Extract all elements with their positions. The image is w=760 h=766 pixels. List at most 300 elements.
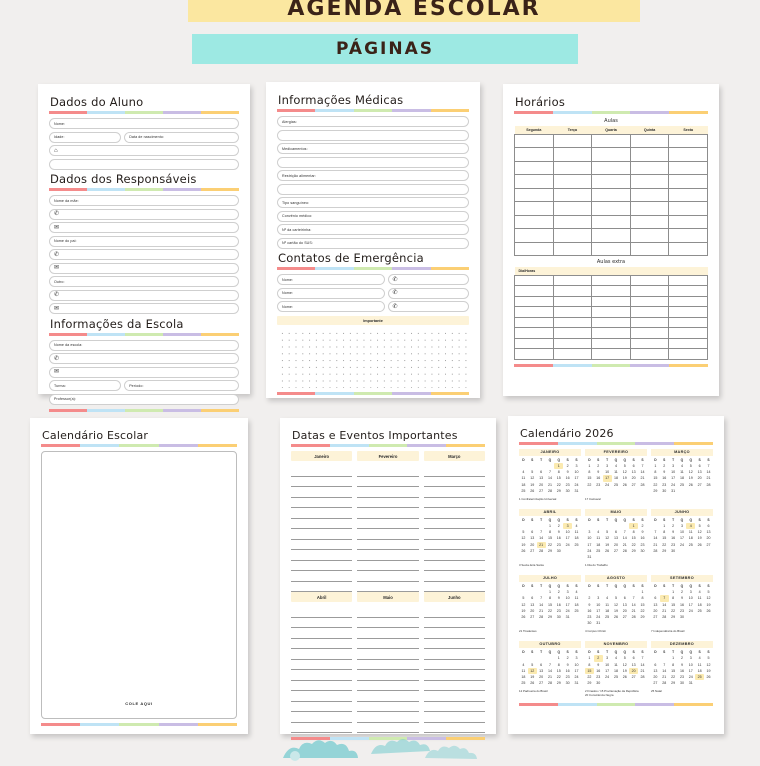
writing-line[interactable] xyxy=(291,550,352,561)
day-cell[interactable]: 8 xyxy=(557,662,560,667)
day-cell[interactable]: 13 xyxy=(622,602,627,607)
day-cell[interactable]: 29 xyxy=(671,615,676,620)
day-cell[interactable] xyxy=(572,614,581,620)
writing-line[interactable] xyxy=(291,670,352,681)
writing-line[interactable] xyxy=(424,639,485,650)
table-cell[interactable] xyxy=(669,134,708,148)
writing-line[interactable] xyxy=(424,691,485,702)
day-cell[interactable]: 9 xyxy=(663,470,666,475)
table-cell[interactable] xyxy=(630,349,669,360)
day-cell[interactable]: 30 xyxy=(565,681,570,686)
day-cell[interactable]: 13 xyxy=(613,536,618,541)
day-cell[interactable]: 24 xyxy=(688,675,693,680)
day-cell[interactable]: 17 xyxy=(603,475,612,481)
day-cell[interactable]: 2 xyxy=(594,655,603,661)
day-cell[interactable]: 20 xyxy=(697,476,702,481)
day-cell[interactable]: 26 xyxy=(613,615,618,620)
day-cell[interactable]: 24 xyxy=(671,482,676,487)
month-grid[interactable] xyxy=(651,457,713,494)
input-field[interactable] xyxy=(49,236,239,247)
day-cell[interactable]: 2 xyxy=(557,524,560,529)
day-cell[interactable]: 17 xyxy=(605,668,610,673)
day-cell[interactable]: 18 xyxy=(574,536,579,541)
day-cell[interactable]: 14 xyxy=(547,476,552,481)
input-field[interactable] xyxy=(49,195,239,206)
day-cell[interactable]: 17 xyxy=(679,536,684,541)
table-cell[interactable] xyxy=(669,242,708,256)
day-cell[interactable]: 25 xyxy=(574,608,579,613)
day-cell[interactable]: 20 xyxy=(622,608,627,613)
contact-name-field[interactable] xyxy=(277,301,385,312)
writing-line[interactable] xyxy=(357,649,418,660)
day-cell[interactable]: 15 xyxy=(662,536,667,541)
day-cell[interactable]: 6 xyxy=(632,464,635,468)
table-row[interactable] xyxy=(515,242,708,256)
day-cell[interactable]: 1 xyxy=(548,590,551,595)
day-cell[interactable]: 12 xyxy=(688,470,693,475)
day-cell[interactable]: 17 xyxy=(565,602,570,607)
day-cell[interactable]: 6 xyxy=(531,596,534,601)
mini-calendar[interactable] xyxy=(519,575,581,626)
day-cell[interactable]: 3 xyxy=(680,524,683,529)
day-cell[interactable]: 12 xyxy=(622,662,627,667)
day-cell[interactable]: 25 xyxy=(688,542,693,547)
writing-line[interactable] xyxy=(291,618,352,629)
day-cell[interactable]: 24 xyxy=(574,482,579,487)
table-cell[interactable] xyxy=(669,349,708,360)
input-field[interactable] xyxy=(49,209,239,220)
table-cell[interactable] xyxy=(630,296,669,307)
day-cell[interactable]: 15 xyxy=(587,476,592,481)
writing-line[interactable] xyxy=(424,508,485,519)
day-cell[interactable]: 31 xyxy=(565,615,570,620)
table-row[interactable] xyxy=(515,307,708,318)
table-cell[interactable] xyxy=(669,275,708,286)
writing-line[interactable] xyxy=(357,466,418,477)
writing-line[interactable] xyxy=(291,571,352,582)
day-cell[interactable]: 14 xyxy=(547,668,552,673)
input-field[interactable] xyxy=(49,380,121,391)
day-cell[interactable]: 1 xyxy=(629,523,638,529)
day-cell[interactable] xyxy=(704,488,713,494)
writing-line[interactable] xyxy=(357,529,418,540)
day-cell[interactable]: 6 xyxy=(698,464,701,468)
day-cell[interactable] xyxy=(612,620,621,626)
table-cell[interactable] xyxy=(592,242,631,256)
table-cell[interactable] xyxy=(669,202,708,216)
day-cell[interactable]: 6 xyxy=(531,530,534,535)
day-cell[interactable]: 2 xyxy=(597,464,600,468)
contact-phone-field[interactable] xyxy=(388,301,469,312)
writing-line[interactable] xyxy=(357,628,418,639)
day-cell[interactable]: 26 xyxy=(530,488,535,493)
contact-name-field[interactable] xyxy=(277,274,385,285)
month-grid[interactable] xyxy=(651,649,713,686)
table-cell[interactable] xyxy=(669,328,708,339)
day-cell[interactable]: 9 xyxy=(557,596,560,601)
day-cell[interactable]: 26 xyxy=(622,482,627,487)
day-cell[interactable]: 4 xyxy=(597,530,600,535)
day-cell[interactable]: 31 xyxy=(574,488,579,493)
day-cell[interactable]: 30 xyxy=(679,681,684,686)
day-cell[interactable]: 8 xyxy=(588,662,591,667)
day-cell[interactable]: 18 xyxy=(697,668,702,673)
input-field[interactable] xyxy=(277,130,469,141)
day-cell[interactable]: 16 xyxy=(556,536,561,541)
day-cell[interactable]: 25 xyxy=(695,674,704,680)
day-cell[interactable]: 9 xyxy=(680,662,683,667)
writing-lines[interactable] xyxy=(291,607,352,733)
writing-line[interactable] xyxy=(424,477,485,488)
day-cell[interactable]: 28 xyxy=(631,615,636,620)
day-cell[interactable]: 1 xyxy=(557,656,560,661)
month-grid[interactable] xyxy=(651,517,713,554)
day-cell[interactable]: 31 xyxy=(587,555,592,560)
day-cell[interactable] xyxy=(612,554,621,560)
day-cell[interactable]: 16 xyxy=(662,476,667,481)
day-cell[interactable]: 11 xyxy=(697,596,702,601)
day-cell[interactable]: 27 xyxy=(613,548,618,553)
writing-line[interactable] xyxy=(291,466,352,477)
day-cell[interactable] xyxy=(603,554,612,560)
table-cell[interactable] xyxy=(669,296,708,307)
day-cell[interactable]: 6 xyxy=(623,596,626,601)
table-cell[interactable] xyxy=(630,175,669,189)
table-cell[interactable] xyxy=(592,296,631,307)
input-field[interactable] xyxy=(49,303,239,314)
table-cell[interactable] xyxy=(592,134,631,148)
day-cell[interactable]: 26 xyxy=(622,675,627,680)
day-cell[interactable]: 12 xyxy=(605,536,610,541)
day-cell[interactable]: 23 xyxy=(556,542,561,547)
day-cell[interactable]: 8 xyxy=(672,662,675,667)
day-cell[interactable]: 22 xyxy=(671,608,676,613)
day-cell[interactable]: 30 xyxy=(587,621,592,626)
day-cell[interactable]: 9 xyxy=(588,602,591,607)
day-cell[interactable] xyxy=(704,680,713,686)
day-cell[interactable]: 4 xyxy=(680,464,683,468)
writing-line[interactable] xyxy=(424,582,485,593)
day-cell[interactable]: 27 xyxy=(653,615,658,620)
day-cell[interactable]: 14 xyxy=(640,470,645,475)
table-row[interactable] xyxy=(515,275,708,286)
day-cell[interactable]: 5 xyxy=(707,590,710,595)
day-cell[interactable]: 7 xyxy=(548,662,551,667)
input-field[interactable] xyxy=(49,118,239,129)
day-cell[interactable]: 13 xyxy=(539,476,544,481)
day-cell[interactable]: 2 xyxy=(641,524,644,529)
table-cell[interactable] xyxy=(553,349,592,360)
writing-line[interactable] xyxy=(424,618,485,629)
day-cell[interactable]: 26 xyxy=(521,615,526,620)
table-cell[interactable] xyxy=(515,349,554,360)
input-field[interactable] xyxy=(277,116,469,127)
day-cell[interactable]: 23 xyxy=(587,615,592,620)
writing-line[interactable] xyxy=(291,681,352,692)
day-cell[interactable]: 5 xyxy=(614,596,617,601)
day-cell[interactable]: 1 xyxy=(548,524,551,529)
day-cell[interactable]: 10 xyxy=(679,530,684,535)
writing-line[interactable] xyxy=(424,540,485,551)
writing-line[interactable] xyxy=(357,508,418,519)
day-cell[interactable]: 9 xyxy=(597,662,600,667)
day-cell[interactable]: 24 xyxy=(596,615,601,620)
day-cell[interactable]: 10 xyxy=(596,602,601,607)
day-cell[interactable]: 21 xyxy=(539,608,544,613)
day-cell[interactable]: 24 xyxy=(679,542,684,547)
table-cell[interactable] xyxy=(630,202,669,216)
day-cell[interactable]: 30 xyxy=(640,548,645,553)
day-cell[interactable]: 16 xyxy=(556,602,561,607)
day-cell[interactable]: 21 xyxy=(662,608,667,613)
day-cell[interactable]: 23 xyxy=(679,608,684,613)
table-cell[interactable] xyxy=(553,161,592,175)
table-cell[interactable] xyxy=(515,202,554,216)
day-cell[interactable]: 7 xyxy=(707,464,710,468)
writing-line[interactable] xyxy=(357,723,418,734)
writing-line[interactable] xyxy=(291,702,352,713)
table-cell[interactable] xyxy=(630,148,669,162)
table-cell[interactable] xyxy=(553,215,592,229)
day-cell[interactable]: 30 xyxy=(662,488,667,493)
day-cell[interactable]: 5 xyxy=(531,662,534,667)
day-cell[interactable]: 10 xyxy=(671,470,676,475)
day-cell[interactable]: 19 xyxy=(706,668,711,673)
writing-line[interactable] xyxy=(291,508,352,519)
day-cell[interactable]: 9 xyxy=(557,530,560,535)
day-cell[interactable]: 2 xyxy=(680,656,683,661)
day-cell[interactable]: 8 xyxy=(632,530,635,535)
day-cell[interactable] xyxy=(629,554,638,560)
day-cell[interactable]: 14 xyxy=(539,536,544,541)
day-cell[interactable] xyxy=(686,614,695,620)
input-field[interactable] xyxy=(49,340,239,351)
day-cell[interactable]: 8 xyxy=(641,596,644,601)
day-cell[interactable]: 5 xyxy=(522,530,525,535)
day-cell[interactable]: 16 xyxy=(565,668,570,673)
day-cell[interactable]: 18 xyxy=(613,476,618,481)
table-cell[interactable] xyxy=(592,215,631,229)
table-cell[interactable] xyxy=(553,148,592,162)
day-cell[interactable] xyxy=(620,488,629,494)
writing-line[interactable] xyxy=(291,561,352,572)
day-cell[interactable]: 10 xyxy=(574,662,579,667)
input-field[interactable] xyxy=(49,276,239,287)
table-cell[interactable] xyxy=(553,296,592,307)
month-grid[interactable] xyxy=(585,583,647,626)
schedule-table[interactable] xyxy=(514,267,708,360)
table-cell[interactable] xyxy=(515,328,554,339)
day-cell[interactable]: 19 xyxy=(605,542,610,547)
day-cell[interactable]: 28 xyxy=(547,681,552,686)
sheet-important-dates[interactable] xyxy=(280,418,496,734)
day-cell[interactable] xyxy=(695,680,704,686)
day-cell[interactable]: 6 xyxy=(614,530,617,535)
day-cell[interactable]: 5 xyxy=(623,656,626,661)
day-cell[interactable]: 14 xyxy=(631,602,636,607)
day-cell[interactable]: 11 xyxy=(697,662,702,667)
day-cell[interactable]: 26 xyxy=(706,675,711,680)
day-cell[interactable]: 11 xyxy=(596,536,601,541)
day-cell[interactable]: 28 xyxy=(622,548,627,553)
contact-name-field[interactable] xyxy=(277,288,385,299)
day-cell[interactable]: 11 xyxy=(688,530,693,535)
writing-line[interactable] xyxy=(424,607,485,618)
day-cell[interactable]: 12 xyxy=(521,536,526,541)
day-cell[interactable]: 4 xyxy=(686,523,695,529)
day-cell[interactable]: 15 xyxy=(640,602,645,607)
day-cell[interactable] xyxy=(603,680,612,686)
day-cell[interactable]: 24 xyxy=(605,482,610,487)
table-cell[interactable] xyxy=(553,286,592,297)
table-row[interactable] xyxy=(515,134,708,148)
table-cell[interactable] xyxy=(669,148,708,162)
table-cell[interactable] xyxy=(630,161,669,175)
day-cell[interactable]: 1 xyxy=(663,524,666,529)
day-cell[interactable]: 28 xyxy=(653,548,658,553)
day-cell[interactable]: 2 xyxy=(588,596,591,601)
month-grid[interactable] xyxy=(585,457,647,494)
writing-line[interactable] xyxy=(357,691,418,702)
day-cell[interactable] xyxy=(612,680,621,686)
day-cell[interactable]: 20 xyxy=(539,482,544,487)
input-field[interactable] xyxy=(277,157,469,168)
day-cell[interactable]: 27 xyxy=(539,488,544,493)
day-cell[interactable]: 11 xyxy=(614,662,618,667)
day-cell[interactable]: 9 xyxy=(680,596,683,601)
day-cell[interactable]: 27 xyxy=(530,548,535,553)
writing-line[interactable] xyxy=(357,487,418,498)
day-cell[interactable]: 22 xyxy=(640,608,645,613)
contact-phone-field[interactable] xyxy=(388,274,469,285)
day-cell[interactable] xyxy=(638,620,647,626)
day-cell[interactable]: 4 xyxy=(575,524,578,529)
day-cell[interactable]: 16 xyxy=(679,668,684,673)
writing-line[interactable] xyxy=(357,618,418,629)
sheet-medical-data[interactable] xyxy=(266,82,480,398)
table-cell[interactable] xyxy=(630,229,669,243)
day-cell[interactable]: 2 xyxy=(566,656,569,661)
table-cell[interactable] xyxy=(592,175,631,189)
month-grid[interactable] xyxy=(651,583,713,620)
day-cell[interactable]: 26 xyxy=(706,608,711,613)
mini-calendar[interactable] xyxy=(651,509,713,560)
day-cell[interactable]: 4 xyxy=(614,464,617,468)
writing-line[interactable] xyxy=(424,628,485,639)
table-cell[interactable] xyxy=(553,188,592,202)
day-cell[interactable]: 12 xyxy=(528,668,537,674)
day-cell[interactable]: 19 xyxy=(521,608,526,613)
day-cell[interactable]: 12 xyxy=(622,470,627,475)
day-cell[interactable]: 24 xyxy=(587,548,592,553)
day-cell[interactable]: 7 xyxy=(540,530,543,535)
table-row[interactable] xyxy=(515,161,708,175)
day-cell[interactable]: 23 xyxy=(679,675,684,680)
day-cell[interactable]: 17 xyxy=(574,476,579,481)
day-cell[interactable]: 27 xyxy=(631,482,636,487)
day-cell[interactable] xyxy=(594,488,603,494)
dot-grid-notes-area[interactable] xyxy=(277,328,469,388)
day-cell[interactable]: 7 xyxy=(660,595,669,601)
day-cell[interactable]: 22 xyxy=(631,542,636,547)
sheet-schedule[interactable] xyxy=(503,84,719,396)
mini-calendar[interactable] xyxy=(585,449,647,494)
table-cell[interactable] xyxy=(553,202,592,216)
table-row[interactable] xyxy=(515,215,708,229)
writing-line[interactable] xyxy=(291,649,352,660)
writing-line[interactable] xyxy=(424,723,485,734)
table-cell[interactable] xyxy=(515,317,554,328)
writing-line[interactable] xyxy=(357,571,418,582)
day-cell[interactable]: 16 xyxy=(587,608,592,613)
writing-line[interactable] xyxy=(357,702,418,713)
day-cell[interactable]: 8 xyxy=(588,470,591,475)
sheet-student-data[interactable] xyxy=(38,84,250,401)
table-row[interactable] xyxy=(515,148,708,162)
day-cell[interactable]: 28 xyxy=(706,482,711,487)
input-field[interactable] xyxy=(277,170,469,181)
day-cell[interactable]: 29 xyxy=(547,615,552,620)
day-cell[interactable]: 10 xyxy=(605,470,610,475)
day-cell[interactable]: 7 xyxy=(623,530,626,535)
month-grid[interactable] xyxy=(519,517,581,554)
day-cell[interactable]: 7 xyxy=(632,596,635,601)
day-cell[interactable] xyxy=(629,680,638,686)
day-cell[interactable]: 27 xyxy=(653,681,658,686)
day-cell[interactable]: 14 xyxy=(539,602,544,607)
table-cell[interactable] xyxy=(553,317,592,328)
table-cell[interactable] xyxy=(630,286,669,297)
writing-line[interactable] xyxy=(357,670,418,681)
day-cell[interactable]: 17 xyxy=(688,602,693,607)
day-cell[interactable]: 18 xyxy=(688,536,693,541)
input-field[interactable] xyxy=(49,222,239,233)
day-cell[interactable]: 9 xyxy=(566,470,569,475)
mini-calendar[interactable] xyxy=(651,449,713,494)
day-cell[interactable]: 20 xyxy=(631,476,636,481)
day-cell[interactable]: 10 xyxy=(574,470,579,475)
table-cell[interactable] xyxy=(515,161,554,175)
day-cell[interactable]: 28 xyxy=(640,482,645,487)
month-grid[interactable] xyxy=(519,649,581,686)
table-row[interactable] xyxy=(515,188,708,202)
day-cell[interactable] xyxy=(563,548,572,554)
table-cell[interactable] xyxy=(669,229,708,243)
day-cell[interactable]: 15 xyxy=(631,536,636,541)
day-cell[interactable]: 9 xyxy=(672,530,675,535)
day-cell[interactable]: 25 xyxy=(613,482,618,487)
day-cell[interactable]: 10 xyxy=(565,596,570,601)
day-cell[interactable]: 8 xyxy=(548,596,551,601)
writing-line[interactable] xyxy=(291,712,352,723)
day-cell[interactable]: 3 xyxy=(563,523,572,529)
day-cell[interactable]: 29 xyxy=(587,681,592,686)
day-cell[interactable]: 19 xyxy=(521,542,526,547)
day-cell[interactable]: 15 xyxy=(556,476,561,481)
table-cell[interactable] xyxy=(630,215,669,229)
day-cell[interactable]: 19 xyxy=(622,668,627,673)
day-cell[interactable]: 3 xyxy=(566,590,569,595)
day-cell[interactable]: 9 xyxy=(641,530,644,535)
day-cell[interactable]: 2 xyxy=(566,464,569,468)
writing-line[interactable] xyxy=(424,466,485,477)
day-cell[interactable]: 30 xyxy=(679,615,684,620)
writing-line[interactable] xyxy=(424,550,485,561)
day-cell[interactable]: 13 xyxy=(653,668,658,673)
day-cell[interactable]: 5 xyxy=(623,464,626,468)
day-cell[interactable]: 16 xyxy=(596,668,601,673)
day-cell[interactable]: 17 xyxy=(671,476,676,481)
